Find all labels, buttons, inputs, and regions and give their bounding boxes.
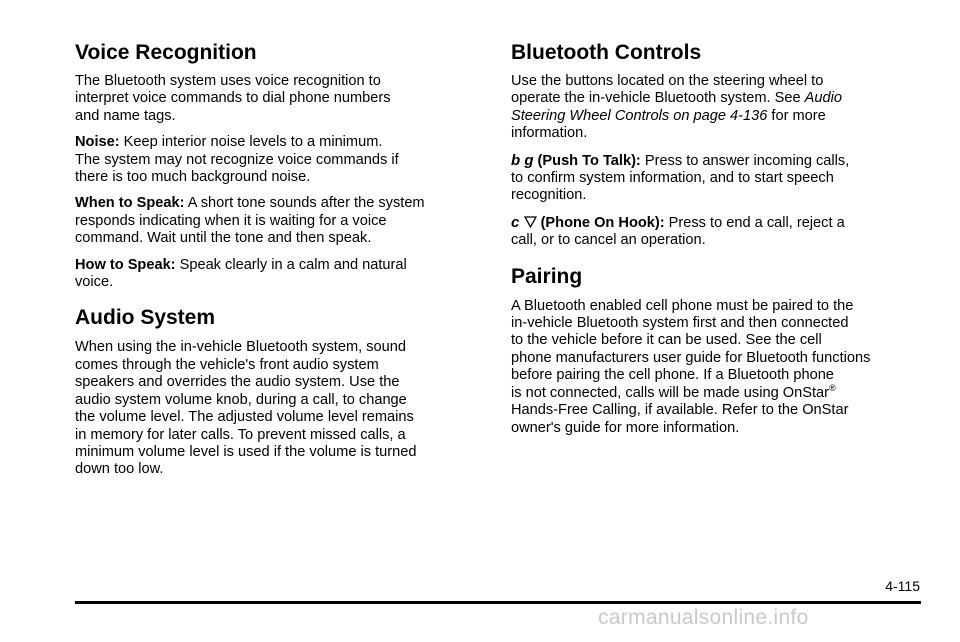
triangle-down-icon xyxy=(524,216,537,228)
hook-label: (Phone On Hook): xyxy=(536,214,665,231)
audio-paragraph: When using the in-vehicle Bluetooth system, sound comes through the vehicle's front audio system speakers and overrides the audio system. Use the audio system volume knob, during a call, to change the volume level. The adjusted volume level remains in memory for later calls. To prevent missed calls, a minimum volume level is used if the volume is turned down too low. xyxy=(75,339,417,478)
xref-link[interactable]: Audio xyxy=(804,90,842,107)
left-column xyxy=(75,38,475,479)
phone-on-hook-paragraph: c (Phone On Hook): Press to end a call, reject a call, or to cancel an operation. xyxy=(511,213,845,249)
noise-label: Noise: xyxy=(75,134,120,151)
phone-on-hook-icon: c xyxy=(511,213,524,231)
footer-rule xyxy=(75,601,921,604)
page-number: 4-115 xyxy=(885,578,920,594)
ptt-label: (Push To Talk): xyxy=(533,152,641,169)
heading-pairing: Pairing xyxy=(511,264,583,288)
heading-voice-recognition: Voice Recognition xyxy=(75,41,257,64)
push-to-talk-icon: b g xyxy=(511,151,534,169)
push-to-talk-paragraph: b g (Push To Talk): Press to answer incoming calls, to confirm system information, and to start speech recognition. xyxy=(511,151,850,204)
right-column xyxy=(511,38,921,437)
noise-paragraph: Noise: Keep interior noise levels to a minimum. The system may not recognize voice commands if there is too much background noise. xyxy=(75,134,399,186)
xref-link-cont[interactable]: Steering Wheel Controls on page 4‑136 xyxy=(511,107,768,124)
how-label: How to Speak: xyxy=(75,256,176,273)
when-label: When to Speak: xyxy=(75,195,185,212)
when-to-speak-paragraph: When to Speak: A short tone sounds after the system responds indicating when it is waiting for a voice command. Wait until the tone and then speak. xyxy=(75,195,425,247)
pairing-paragraph: A Bluetooth enabled cell phone must be paired to the in-vehicle Bluetooth system first and then connected to the vehicle before it can be used. See the cell phone manufacturers user guide for Bluetooth functions before pairing the cell phone. If a Bluetooth phone is not connected, calls will be made using OnStar® Hands-Free Calling, if available. Refer to the OnStar owner's guide for more information. xyxy=(511,297,871,436)
bluetooth-intro: Use the buttons located on the steering wheel to operate the in-vehicle Bluetooth system. See Audio Steering Wheel Controls on page 4‑136 for more information. xyxy=(511,73,842,142)
heading-audio-system: Audio System xyxy=(75,306,216,330)
voice-intro: The Bluetooth system uses voice recognition to interpret voice commands to dial phone numbers and name tags. xyxy=(75,73,391,124)
watermark: carmanualsonline.info xyxy=(598,606,809,629)
registered-mark: ® xyxy=(828,382,836,393)
how-to-speak-paragraph: How to Speak: Speak clearly in a calm and natural voice. xyxy=(75,256,407,291)
heading-bluetooth-controls: Bluetooth Controls xyxy=(511,41,702,64)
